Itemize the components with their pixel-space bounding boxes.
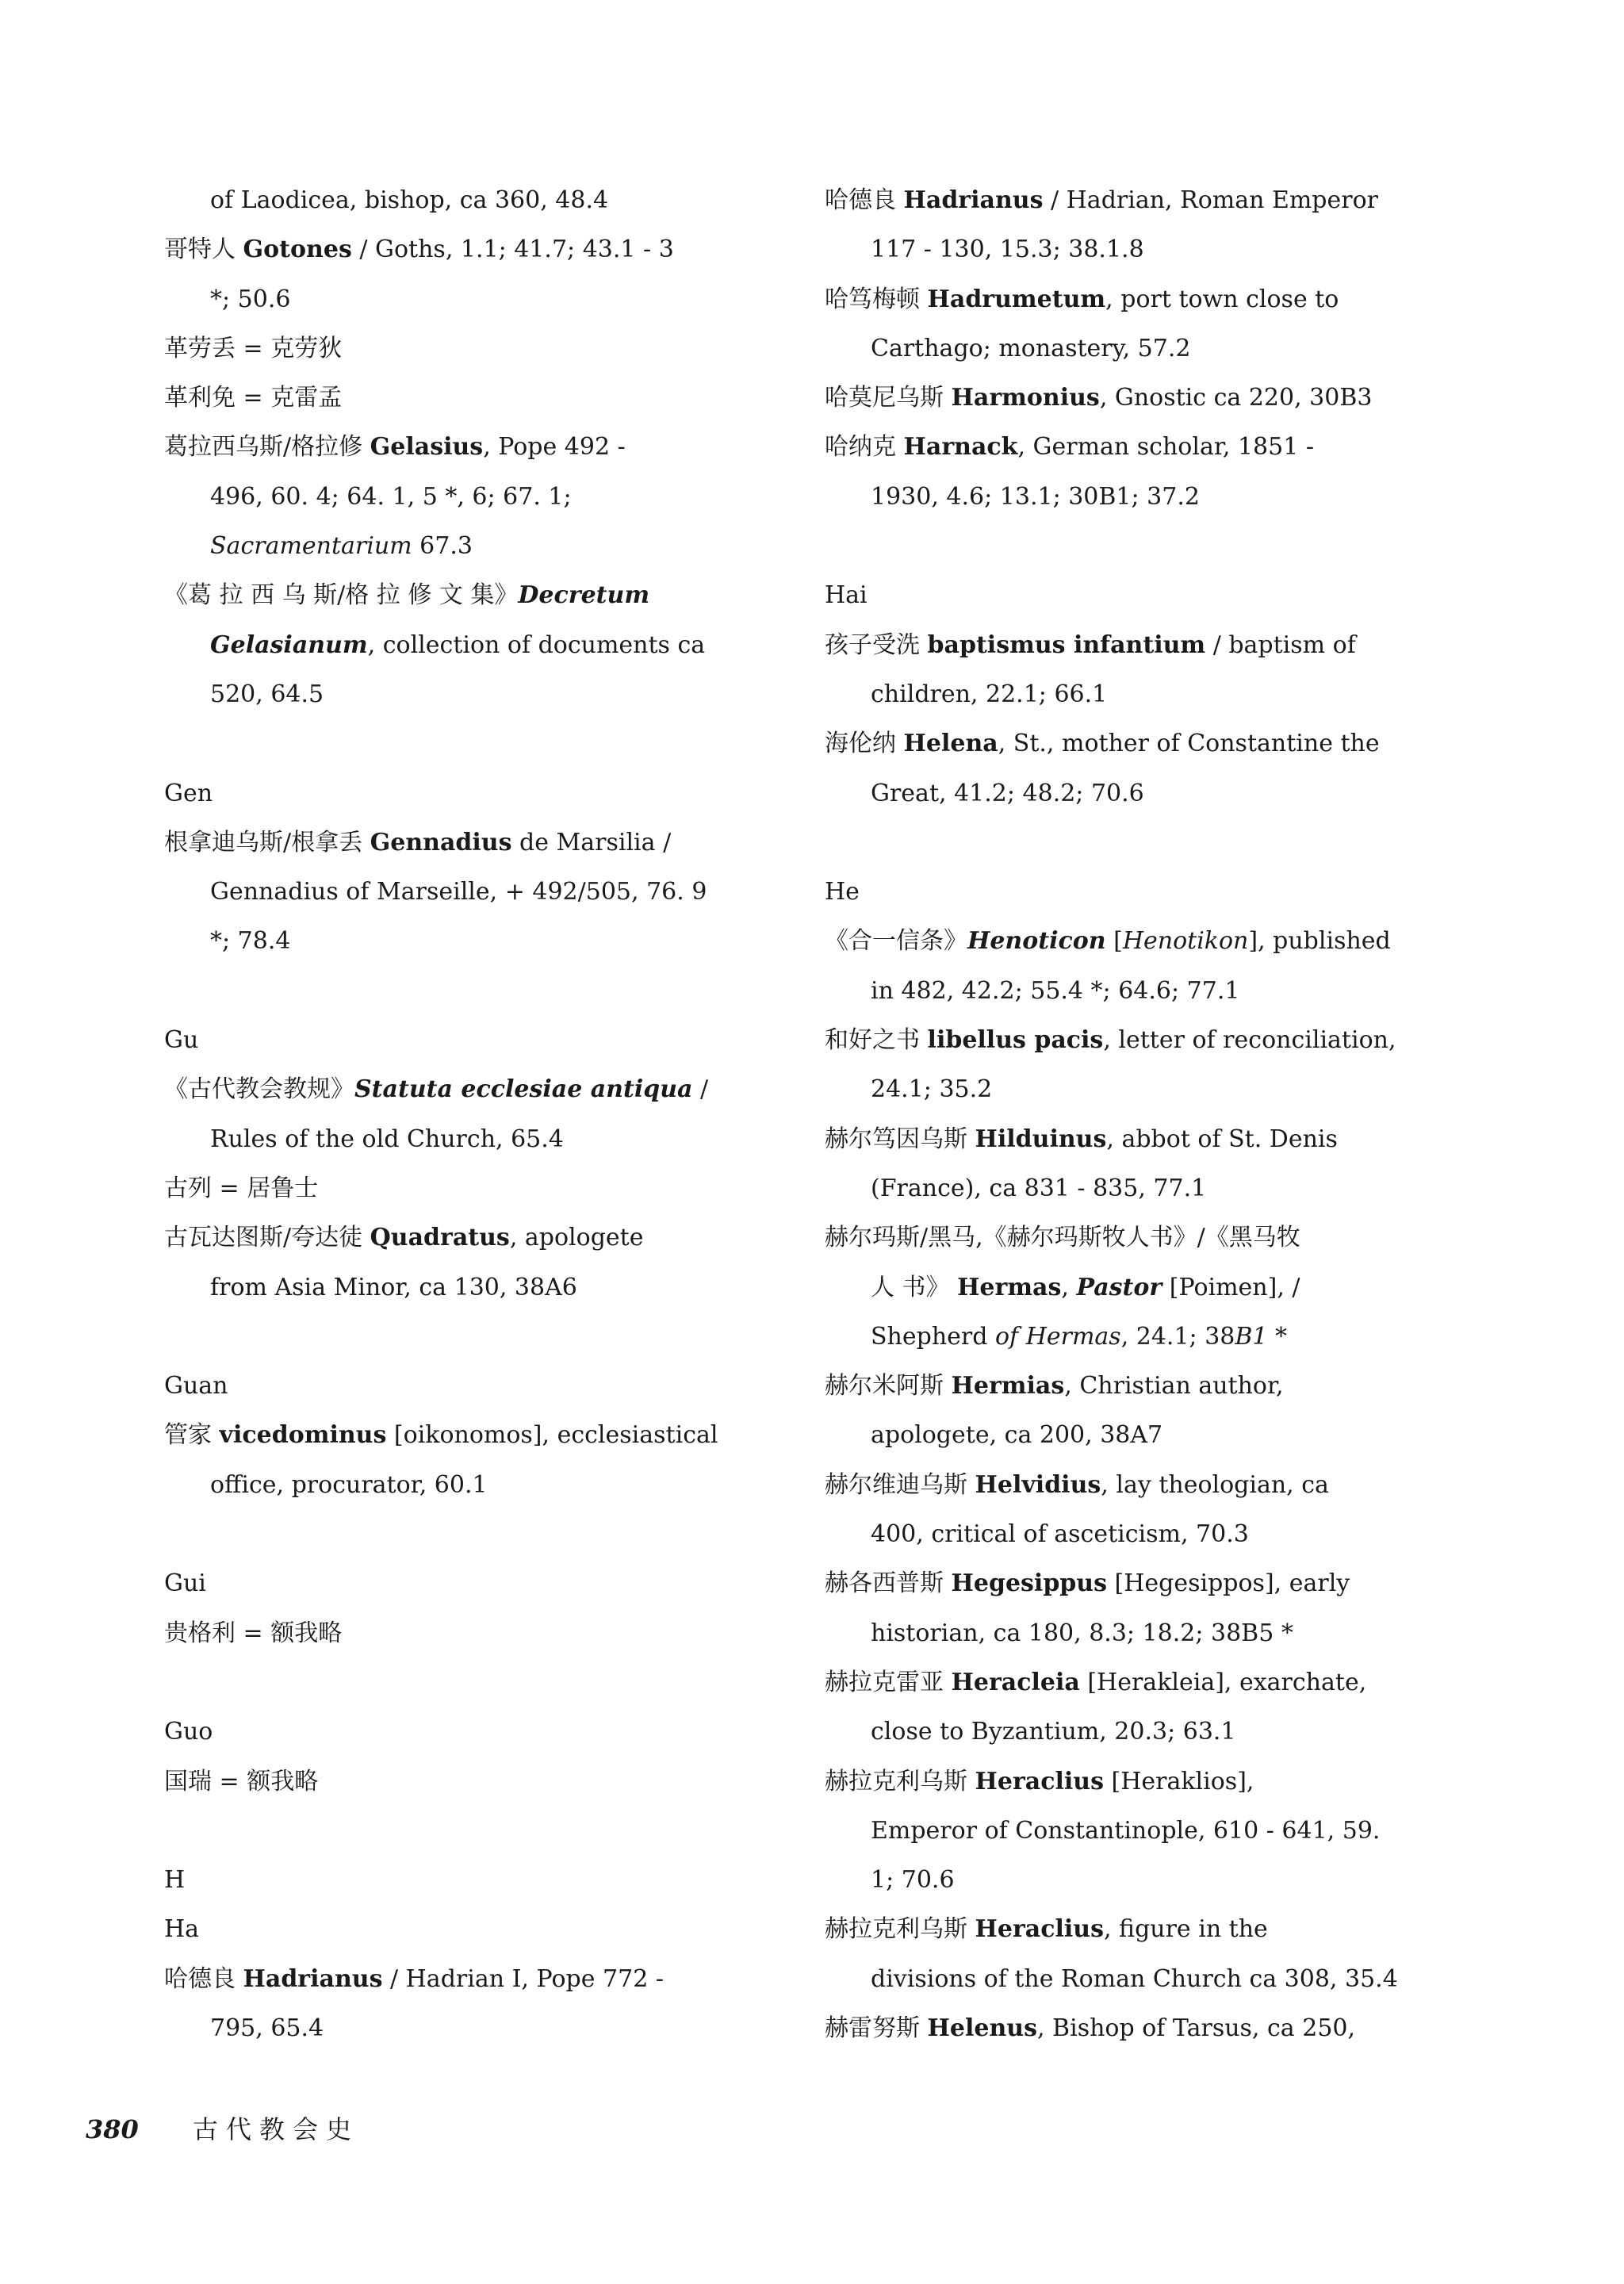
entry-text: 《葛 拉 西 乌 斯/格 拉 修 文 集》: [164, 581, 519, 610]
entry-term: Hermas: [957, 1273, 1062, 1301]
index-entry: [164, 1609, 787, 1658]
index-column-left: [164, 176, 787, 2053]
entry-line: [825, 2004, 1447, 2053]
entry-text: 《古代教会教规》: [164, 1075, 354, 1104]
index-entry: [825, 275, 1447, 374]
section-heading: H: [164, 1866, 186, 1895]
entry-text: , collection of documents ca: [367, 630, 706, 659]
entry-text: 117 - 130, 15.3; 38.1.8: [871, 236, 1144, 264]
entry-line: [825, 1313, 1447, 1362]
index-entry: [825, 1213, 1447, 1362]
entry-text: 赫尔玛斯/黑马,《赫尔玛斯牧人书》/《黑马牧: [825, 1224, 1300, 1252]
entry-line: [825, 1164, 1447, 1213]
entry-line: [825, 1362, 1447, 1411]
index-entry: [825, 1461, 1447, 1560]
entry-text: 795, 65.4: [210, 2014, 324, 2042]
entry-text: , 24.1; 38: [1120, 1322, 1235, 1351]
entry-line: [825, 967, 1447, 1016]
entry-text: [Herakleia], exarchate,: [1079, 1668, 1367, 1696]
entry-term: Gennadius: [370, 828, 512, 856]
running-title: 古代教会史: [192, 2114, 359, 2144]
entry-text: of Laodicea, bishop, ca 360, 48.4: [210, 186, 609, 214]
entry-text: 哈莫尼乌斯: [825, 384, 952, 412]
entry-term: Hilduinus: [975, 1125, 1107, 1153]
entry-text: 400, critical of asceticism, 70.3: [871, 1520, 1249, 1549]
entry-text: 海伦纳: [825, 730, 904, 758]
section-gap: [164, 1313, 787, 1362]
entry-term: Sacramentarium: [210, 532, 412, 561]
index-entry: [825, 1905, 1447, 2004]
entry-line: [164, 621, 787, 670]
section-gap: [825, 818, 1447, 868]
entry-line: [164, 670, 787, 719]
index-entry: [164, 818, 787, 967]
entry-text: 和好之书: [825, 1026, 928, 1055]
index-entry: [164, 374, 787, 423]
entry-term: Hadrianus: [243, 1964, 383, 1993]
index-entry: [164, 225, 787, 324]
entry-line: [825, 1658, 1447, 1707]
section-heading: Gui: [164, 1569, 206, 1598]
entry-line: [164, 275, 787, 324]
index-entry: [825, 917, 1447, 1016]
page-footer: [86, 2110, 359, 2146]
section-heading: Ha: [164, 1915, 200, 1944]
entry-line: [164, 1955, 787, 2004]
entry-text: 孩子受洗: [825, 630, 928, 659]
entry-line: [164, 868, 787, 917]
entry-term: Hermias: [951, 1372, 1065, 1401]
entry-text: / Hadrian, Roman Emperor: [1043, 186, 1379, 214]
entry-term: Helvidius: [975, 1470, 1101, 1499]
entry-text: 1; 70.6: [871, 1866, 955, 1895]
entry-term: Henotikon: [1122, 927, 1249, 956]
entry-text: / Hadrian I, Pope 772 -: [382, 1964, 664, 1993]
entry-line: [164, 324, 787, 374]
entry-line: [164, 1461, 787, 1510]
entry-line: [164, 1115, 787, 1164]
index-entry: [825, 176, 1447, 275]
section-gap: [825, 522, 1447, 571]
entry-line: [825, 1016, 1447, 1065]
entry-text: 哈德良: [825, 186, 904, 214]
entry-text: , Gnostic ca 220, 30B3: [1099, 384, 1373, 412]
index-entry: [825, 374, 1447, 423]
entry-text: [Hegesippos], early: [1106, 1569, 1350, 1598]
entry-text: 赫拉克雷亚: [825, 1668, 952, 1696]
index-entry: [825, 1115, 1447, 1214]
entry-line: [825, 621, 1447, 670]
entry-text: 520, 64.5: [210, 680, 324, 708]
entry-line: [825, 1707, 1447, 1757]
entry-text: *; 50.6: [210, 285, 291, 313]
entry-term: Gelasius: [370, 433, 484, 462]
entry-text: , abbot of St. Denis: [1106, 1125, 1338, 1153]
entry-text: office, procurator, 60.1: [210, 1470, 488, 1499]
entry-line: [164, 571, 787, 620]
section-gap: [164, 967, 787, 1016]
entry-text: 革劳丢 = 克劳狄: [164, 334, 343, 362]
entry-line: [164, 1263, 787, 1313]
index-entry: [825, 1016, 1447, 1115]
entry-text: 496, 60. 4; 64. 1, 5 *, 6; 67. 1;: [210, 482, 572, 511]
entry-text: 24.1; 35.2: [871, 1075, 993, 1104]
index-entry: [825, 423, 1447, 522]
entry-text: 赫各西普斯: [825, 1569, 952, 1598]
entry-text: , lay theologian, ca: [1101, 1470, 1329, 1499]
section-heading: Guan: [164, 1372, 228, 1401]
entry-term: Henoticon: [967, 927, 1106, 956]
entry-line: [825, 1757, 1447, 1807]
section-gap: [164, 1807, 787, 1856]
entry-term: Decretum: [518, 581, 650, 610]
entry-text: Shepherd: [871, 1322, 995, 1351]
entry-text: , St., mother of Constantine the: [998, 730, 1380, 758]
entry-line: [825, 324, 1447, 374]
entry-text: Great, 41.2; 48.2; 70.6: [871, 779, 1144, 807]
index-entry: [164, 324, 787, 374]
index-entry: [825, 2004, 1447, 2053]
entry-text: children, 22.1; 66.1: [871, 680, 1108, 708]
entry-text: , Christian author,: [1064, 1372, 1284, 1401]
entry-text: *; 78.4: [210, 927, 291, 956]
entry-text: [: [1105, 927, 1123, 956]
entry-text: 《合一信条》: [825, 927, 967, 956]
entry-line: [825, 1856, 1447, 1905]
entry-text: 管家: [164, 1421, 220, 1450]
entry-line: [825, 917, 1447, 966]
entry-line: [164, 374, 787, 423]
entry-term: Gelasianum: [210, 630, 368, 659]
entry-term: Helenus: [927, 2014, 1037, 2042]
entry-line: [164, 1065, 787, 1114]
entry-term: Helena: [903, 730, 998, 758]
section-heading: Gu: [164, 1026, 199, 1055]
entry-line: [825, 275, 1447, 324]
index-entry: [164, 1955, 787, 2054]
entry-line: [825, 1559, 1447, 1608]
section-gap: [164, 719, 787, 768]
entry-line: [825, 719, 1447, 768]
entry-term: Harmonius: [951, 384, 1100, 412]
entry-line: [825, 769, 1447, 818]
entry-text: (France), ca 831 - 835, 77.1: [871, 1174, 1207, 1202]
entry-text: historian, ca 180, 8.3; 18.2; 38B5 *: [871, 1619, 1293, 1647]
index-entry: [164, 1411, 787, 1510]
index-entry: [164, 1757, 787, 1807]
entry-text: ], published: [1248, 927, 1391, 956]
entry-line: [825, 1411, 1447, 1460]
entry-text: Rules of the old Church, 65.4: [210, 1125, 564, 1153]
entry-text: ,: [1061, 1273, 1077, 1301]
entry-term: Hadrianus: [903, 186, 1044, 214]
entry-line: [164, 423, 787, 472]
entry-text: , Bishop of Tarsus, ca 250,: [1036, 2014, 1356, 2042]
entry-text: from Asia Minor, ca 130, 38A6: [210, 1273, 577, 1301]
index-entry: [825, 1362, 1447, 1461]
entry-text: 哥特人: [164, 236, 243, 264]
entry-text: 哈笃梅顿: [825, 285, 928, 313]
entry-term: of Hermas: [995, 1322, 1121, 1351]
entry-line: [164, 176, 787, 225]
entry-text: 赫拉克利乌斯: [825, 1767, 975, 1795]
entry-text: 根拿迪乌斯/根拿丢: [164, 828, 370, 856]
index-entry: [164, 176, 787, 225]
entry-text: 国瑞 = 额我略: [164, 1767, 319, 1795]
index-column-right: [825, 176, 1447, 2053]
index-entry: [825, 1658, 1447, 1757]
entry-text: , port town close to: [1105, 285, 1339, 313]
entry-text: 革利免 = 克雷孟: [164, 384, 343, 412]
entry-line: [825, 374, 1447, 423]
index-entry: [164, 1164, 787, 1213]
section-gap: [164, 1658, 787, 1707]
entry-text: *: [1267, 1322, 1288, 1351]
entry-line: [164, 522, 787, 571]
page-number: 380: [86, 2114, 139, 2144]
entry-line: [825, 1065, 1447, 1114]
entry-line: [825, 1115, 1447, 1164]
entry-line: [825, 176, 1447, 225]
entry-line: [825, 1461, 1447, 1510]
entry-text: , letter of reconciliation,: [1103, 1026, 1396, 1055]
entry-line: [825, 1263, 1447, 1313]
index-entry: [825, 719, 1447, 818]
entry-text: / Goths, 1.1; 41.7; 43.1 - 3: [351, 236, 674, 264]
entry-term: Gotones: [243, 236, 352, 264]
entry-line: [825, 1955, 1447, 2004]
entry-line: [164, 2004, 787, 2053]
entry-line: [164, 818, 787, 868]
section-heading: Gen: [164, 779, 213, 807]
entry-text: 贵格利 = 额我略: [164, 1619, 343, 1647]
entry-line: [825, 473, 1447, 522]
entry-text: , figure in the: [1103, 1915, 1268, 1944]
entry-line: [825, 1905, 1447, 1954]
section-heading: He: [825, 878, 860, 906]
index-entry: [825, 621, 1447, 720]
entry-text: , German scholar, 1851 -: [1017, 433, 1314, 462]
entry-text: 赫拉克利乌斯: [825, 1915, 975, 1944]
entry-text: , apologete: [509, 1224, 644, 1252]
entry-line: [825, 225, 1447, 274]
entry-text: Gennadius of Marseille, + 492/505, 76. 9: [210, 878, 707, 906]
entry-text: de Marsilia /: [511, 828, 672, 856]
entry-line: [825, 670, 1447, 719]
entry-line: [825, 1510, 1447, 1559]
entry-line: [164, 1411, 787, 1460]
index-entry: [164, 1065, 787, 1164]
entry-term: Heracleia: [951, 1668, 1080, 1696]
entry-line: [164, 917, 787, 966]
entry-text: Emperor of Constantinople, 610 - 641, 59.: [871, 1816, 1381, 1845]
entry-line: [825, 1213, 1447, 1263]
entry-text: 赫雷努斯: [825, 2014, 928, 2042]
entry-term: Statuta ecclesiae antiqua: [354, 1075, 693, 1104]
entry-term: Pastor: [1076, 1273, 1162, 1301]
entry-term: Harnack: [903, 433, 1018, 462]
entry-text: [oikonomos], ecclesiastical: [386, 1421, 718, 1450]
entry-term: Hadrumetum: [927, 285, 1106, 313]
entry-line: [825, 1807, 1447, 1856]
entry-text: 赫尔笃因乌斯: [825, 1125, 975, 1153]
entry-text: 赫尔米阿斯: [825, 1372, 952, 1401]
entry-text: 葛拉西乌斯/格拉修: [164, 433, 370, 462]
index-entry: [825, 1757, 1447, 1906]
section-heading: Hai: [825, 581, 868, 610]
index-entry: [825, 1559, 1447, 1658]
entry-line: [825, 423, 1447, 472]
entry-line: [164, 1609, 787, 1658]
index-entry: [164, 423, 787, 571]
entry-text: 1930, 4.6; 13.1; 30B1; 37.2: [871, 482, 1200, 511]
section-heading: Guo: [164, 1718, 213, 1746]
entry-term: Heraclius: [975, 1767, 1104, 1795]
entry-text: /: [692, 1075, 709, 1104]
entry-text: 赫尔维迪乌斯: [825, 1470, 975, 1499]
entry-term: B1: [1235, 1322, 1268, 1351]
entry-text: close to Byzantium, 20.3; 63.1: [871, 1718, 1236, 1746]
entry-term: Heraclius: [975, 1915, 1104, 1944]
entry-term: Quadratus: [370, 1224, 510, 1252]
entry-term: baptismus infantium: [927, 630, 1206, 659]
index-entry: [164, 571, 787, 719]
entry-line: [164, 473, 787, 522]
entry-text: 哈纳克: [825, 433, 904, 462]
entry-line: [164, 1213, 787, 1263]
entry-text: Carthago; monastery, 57.2: [871, 334, 1191, 362]
entry-text: / baptism of: [1205, 630, 1356, 659]
entry-text: 67.3: [412, 532, 473, 561]
entry-text: [Heraklios],: [1103, 1767, 1254, 1795]
entry-term: Hegesippus: [951, 1569, 1107, 1598]
entry-text: divisions of the Roman Church ca 308, 35.4: [871, 1964, 1398, 1993]
entry-text: apologete, ca 200, 38A7: [871, 1421, 1163, 1450]
entry-text: 哈德良: [164, 1964, 243, 1993]
entry-text: , Pope 492 -: [483, 433, 626, 462]
index-entry: [164, 1213, 787, 1313]
entry-line: [825, 1609, 1447, 1658]
entry-text: 人 书》: [871, 1273, 958, 1301]
entry-text: 古列 = 居鲁士: [164, 1174, 319, 1202]
entry-text: 古瓦达图斯/夸达徒: [164, 1224, 370, 1252]
entry-text: in 482, 42.2; 55.4 *; 64.6; 77.1: [871, 976, 1240, 1005]
entry-line: [164, 1164, 787, 1213]
entry-line: [164, 1757, 787, 1807]
entry-term: vicedominus: [219, 1421, 387, 1450]
entry-term: libellus pacis: [927, 1026, 1104, 1055]
entry-text: [Poimen], /: [1162, 1273, 1300, 1301]
section-gap: [164, 1510, 787, 1559]
entry-line: [164, 225, 787, 274]
